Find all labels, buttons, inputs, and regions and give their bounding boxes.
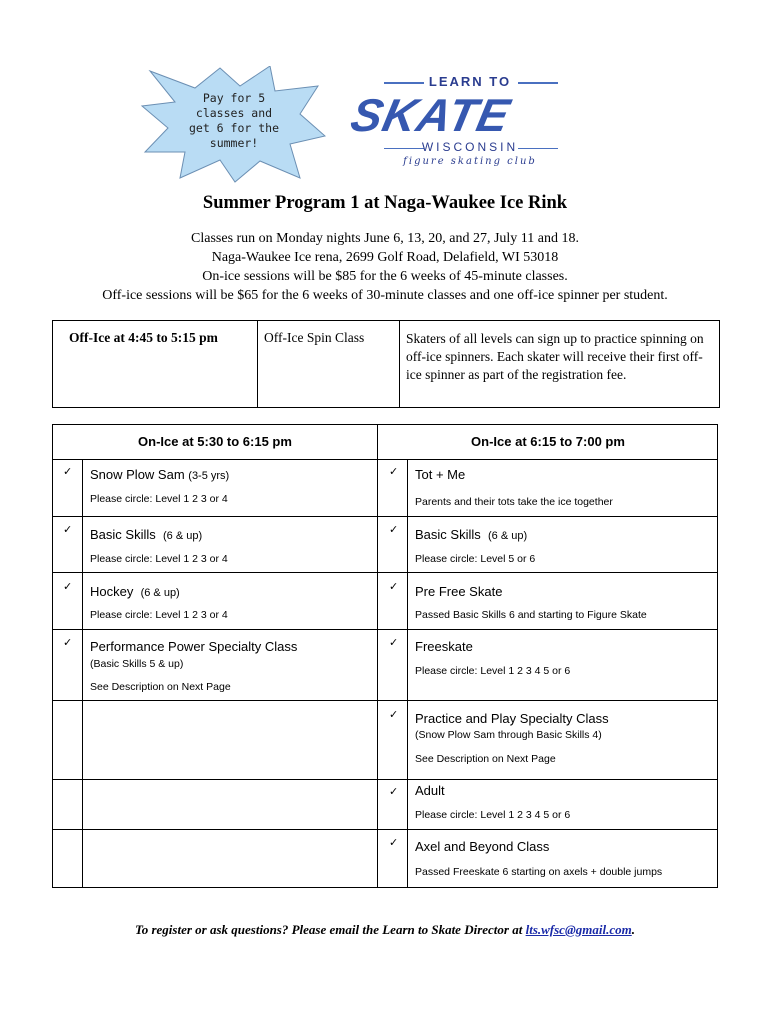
checkmark-icon: ✓ <box>389 637 399 649</box>
info-line: On-ice sessions will be $85 for the 6 weeks of 45-minute classes. <box>202 269 568 284</box>
checkmark-icon: ✓ <box>389 466 399 478</box>
class-detail: (Basic Skills 5 & up) <box>90 658 184 670</box>
right-session-header: On-Ice at 6:15 to 7:00 pm <box>471 434 625 449</box>
promo-line: classes and <box>195 106 273 120</box>
learn-to-skate-logo <box>346 72 590 172</box>
page-title: Summer Program 1 at Naga-Waukee Ice Rink <box>202 193 568 213</box>
class-name: Practice and Play Specialty Class <box>415 711 609 726</box>
class-name: Performance Power Specialty Class <box>90 639 298 654</box>
class-detail: Please circle: Level 5 or 6 <box>415 553 536 565</box>
class-name: Freeskate <box>415 639 473 654</box>
off-ice-time: Off-Ice at 4:45 to 5:15 pm <box>69 330 218 345</box>
off-ice-class: Off-Ice Spin Class <box>264 330 365 345</box>
logo-learn-to: LEARN TO <box>428 74 512 89</box>
off-ice-class-cell <box>258 321 400 407</box>
class-detail: See Description on Next Page <box>90 681 231 693</box>
off-ice-description: Skaters of all levels can sign up to practice spinning on off-ice spinners. Each skater will receive their first off-ice spinner as part of the registration fee. <box>406 331 704 382</box>
promo-line: Pay for 5 <box>202 91 266 105</box>
email-link[interactable]: lts.wfsc@gmail.com <box>525 922 632 937</box>
class-detail: Please circle: Level 1 2 3 4 5 or 6 <box>415 809 571 821</box>
off-ice-time-cell <box>53 321 258 407</box>
logo-wisconsin: WISCONSIN <box>421 140 519 154</box>
promo-line: summer! <box>209 136 259 150</box>
class-name: Basic Skills (6 & up) <box>415 527 528 542</box>
left-session-header: On-Ice at 5:30 to 6:15 pm <box>138 434 292 449</box>
class-detail: Please circle: Level 1 2 3 4 5 or 6 <box>415 665 571 677</box>
footer-text: To register or ask questions? Please email the Learn to Skate Director at <box>134 922 526 937</box>
class-detail: Parents and their tots take the ice together <box>415 496 613 508</box>
info-line: Naga-Waukee Ice rena, 2699 Golf Road, Delafield, WI 53018 <box>211 250 559 265</box>
class-name: Tot + Me <box>415 467 466 482</box>
class-name: Axel and Beyond Class <box>415 839 550 854</box>
promo-line: get 6 for the <box>188 121 279 135</box>
class-detail: Please circle: Level 1 2 3 or 4 <box>90 609 228 621</box>
class-name: Basic Skills (6 & up) <box>90 527 203 542</box>
class-detail: Passed Freeskate 6 starting on axels + double jumps <box>415 866 663 878</box>
logo-skate: SKATE <box>346 89 516 141</box>
class-name: Pre Free Skate <box>415 584 503 599</box>
promo-starburst <box>140 66 326 184</box>
checkmark-icon: ✓ <box>389 837 399 849</box>
footer-end: . <box>631 922 635 937</box>
checkmark-icon: ✓ <box>389 581 399 593</box>
checkmark-icon: ✓ <box>63 466 73 478</box>
off-ice-table <box>52 320 720 408</box>
class-detail: Please circle: Level 1 2 3 or 4 <box>90 553 228 565</box>
class-detail: Please circle: Level 1 2 3 or 4 <box>90 493 228 505</box>
checkmark-icon: ✓ <box>389 709 399 721</box>
checkmark-icon: ✓ <box>389 786 399 798</box>
checkmark-icon: ✓ <box>63 524 73 536</box>
class-name: Snow Plow Sam (3-5 yrs) <box>90 467 230 482</box>
checkmark-icon: ✓ <box>389 524 399 536</box>
class-name: Adult <box>415 783 445 798</box>
info-line: Classes run on Monday nights June 6, 13, 20, and 27, July 11 and 18. <box>191 231 579 246</box>
logo-club: figure skating club <box>403 156 537 167</box>
info-line: Off-ice sessions will be $65 for the 6 weeks of 30-minute classes and one off-ice spinner per student. <box>102 288 668 303</box>
on-ice-table <box>52 424 718 888</box>
checkmark-icon: ✓ <box>63 637 73 649</box>
class-detail: (Snow Plow Sam through Basic Skills 4) <box>415 729 602 741</box>
class-name: Hockey (6 & up) <box>90 584 180 599</box>
footer-contact <box>0 922 770 938</box>
off-ice-description-cell <box>400 321 719 407</box>
class-detail: Passed Basic Skills 6 and starting to Figure Skate <box>415 609 647 621</box>
checkmark-icon: ✓ <box>63 581 73 593</box>
class-detail: See Description on Next Page <box>415 753 556 765</box>
